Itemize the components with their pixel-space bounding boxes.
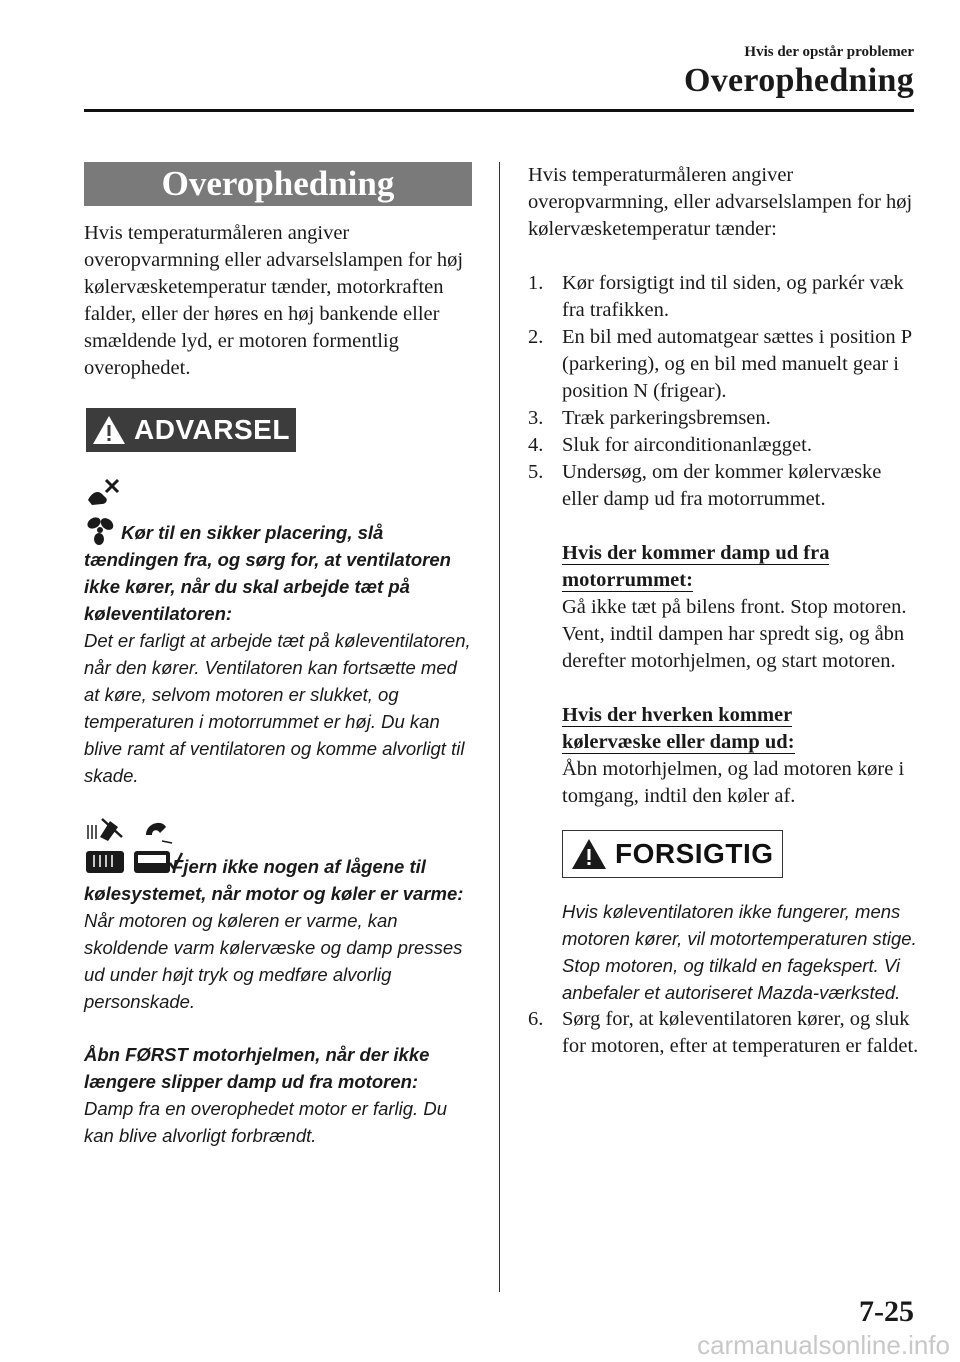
no-hand-icon — [84, 478, 120, 510]
warning-2-text: Når motoren og køleren er varme, kan skoldende varm kølervæske og damp presses ud under højt tryk og medføre alvorlig personskade. — [84, 910, 463, 1012]
step-item: 2. En bil med automatgear sættes i position P (parkering), og en bil med manuelt gear i position N (frigear). — [528, 326, 912, 402]
header-section: Hvis der opstår problemer — [744, 44, 914, 60]
sub2-heading-b: kølervæske eller damp ud: — [562, 731, 795, 753]
step-list — [528, 270, 920, 513]
warning-2-heading-line2: kølesystemet, når motor og køler er varme: — [84, 883, 464, 904]
sub1-text: Gå ikke tæt på bilens front. Stop motoren. Vent, indtil dampen har spredt sig, og åbn derefter motorhjelmen, og start motoren. — [562, 596, 907, 672]
sub2-heading-a: Hvis der hverken kommer — [562, 704, 793, 726]
warning-3-heading: Åbn FØRST motorhjelmen, når der ikke længere slipper damp ud fra motoren: — [84, 1044, 430, 1092]
warning-icon — [92, 415, 126, 445]
header-title: Overophedning — [684, 62, 914, 99]
warning-3-text: Damp fra en overophedet motor er farlig. Du kan blive alvorligt forbrændt. — [84, 1098, 447, 1146]
page-number: 7-25 — [859, 1295, 914, 1328]
step-item: 3. Træk parkeringsbremsen. — [528, 407, 771, 429]
warning-1-heading: Kør til en sikker placering, slå tændingen fra, og sørg for, at ventilatoren ikke kører, når du skal arbejde tæt på køleventilatoren: — [84, 522, 451, 624]
step-item: 5. Undersøg, om der kommer kølervæske eller damp ud fra motorrummet. — [528, 461, 882, 510]
caution-label: FORSIGTIG — [615, 838, 774, 869]
warning-1-text: Det er farligt at arbejde tæt på køleventilatoren, når den kører. Ventilatoren kan fortsætte med at køre, selvom motoren er slukket, og temperaturen i motorrummet er høj. Du kan blive ramt af ventilatoren og komme alvorligt til skade. — [84, 630, 471, 786]
sub2-text: Åbn motorhjelmen, og lad motoren køre i tomgang, indtil den køler af. — [562, 758, 905, 807]
header-rule — [84, 109, 914, 112]
caution-banner — [562, 830, 783, 878]
warning-2-heading-line1: Fjern ikke nogen af lågene til — [172, 856, 426, 877]
caution-icon — [571, 838, 607, 870]
fan-icon — [84, 515, 116, 545]
caution-text: Hvis køleventilatoren ikke fungerer, mens motoren kører, vil motortemperaturen stige. Stop motoren, og tilkald en fagekspert. Vi anbefaler et autoriseret Mazda-værksted. — [562, 901, 917, 1003]
step-item: 6. Sørg for, at køleventilatoren kører, og sluk for motoren, efter at temperaturen er faldet. — [528, 1008, 919, 1057]
watermark: carmanualsonline.info — [697, 1330, 950, 1360]
column-divider — [499, 162, 500, 1292]
sub1-heading-b: motorrummet: — [562, 569, 693, 591]
step-item: 4. Sluk for airconditionanlægget. — [528, 434, 812, 456]
warning-banner — [86, 408, 296, 452]
section-title: Overophedning — [84, 162, 472, 206]
sub1-heading-a: Hvis der kommer damp ud fra — [562, 542, 830, 564]
hot-radiator-icon — [84, 817, 126, 875]
warning-label: ADVARSEL — [134, 414, 290, 445]
left-column — [84, 162, 472, 1149]
intro-text: Hvis temperaturmåleren angiver overopvarmning eller advarselslampen for høj kølervæsketemperatur tænder, motorkraften falder, eller der høres en høj bankende eller smældende lyd, er motoren formentlig overophedet. — [84, 222, 464, 379]
right-column — [528, 162, 920, 1060]
right-intro: Hvis temperaturmåleren angiver overopvarmning, eller advarselslampen for høj kølervæsketemperatur tænder: — [528, 164, 913, 240]
step-item: 1. Kør forsigtigt ind til siden, og parkér væk fra trafikken. — [528, 272, 904, 321]
